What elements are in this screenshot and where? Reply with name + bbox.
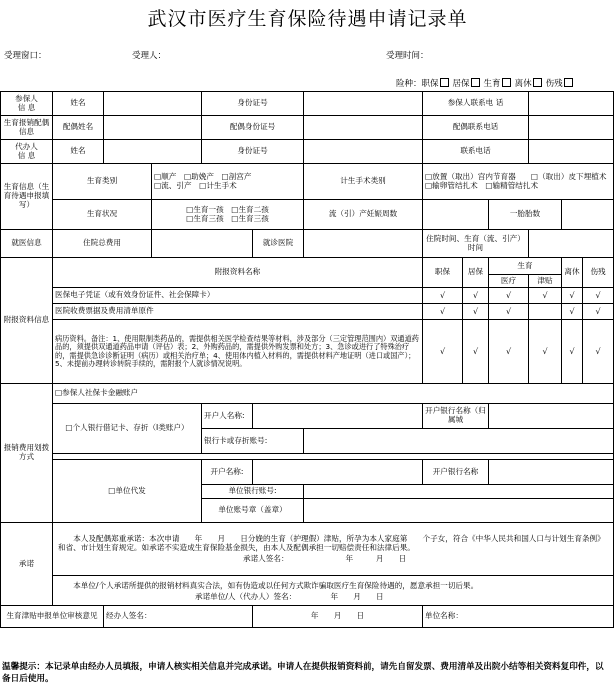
- plan-surgery-options[interactable]: □放置（取出）宫内节育器 □（取出）皮下埋植术 □输卵管结扎术 □输精管结扎术: [423, 164, 614, 200]
- mark-1-lixiu: √: [562, 288, 583, 304]
- col-jintie: 津贴: [529, 275, 562, 288]
- material-item-2: 医院收费票据及费用清单原件: [53, 304, 423, 320]
- materials-name-header: 附报资料名称: [53, 258, 423, 288]
- unit-holder-field[interactable]: [253, 460, 423, 485]
- spouse-name-field[interactable]: [104, 116, 202, 140]
- insurance-option-shengyu[interactable]: 生育: [483, 79, 501, 89]
- header-time: 受理时间：: [386, 51, 429, 61]
- unit-bank-no-label: 单位银行账号:: [202, 485, 304, 499]
- fetus-field[interactable]: [562, 200, 614, 230]
- mark-3-shangcan: √: [583, 320, 614, 384]
- birth-status-label: 生育状况: [53, 200, 152, 230]
- agent-name-label: 姓名: [53, 140, 104, 164]
- col-yiliao: 医疗: [489, 275, 529, 288]
- mark-3-yiliao: √: [489, 320, 529, 384]
- spouse-id-label: 配偶身份证号: [202, 116, 304, 140]
- mark-2-zhibao: √: [423, 304, 463, 320]
- audit-label: 生育津贴申报单位审核意见: [1, 606, 104, 628]
- mark-2-lixiu: √: [562, 304, 583, 320]
- account-section-label: 报销费用划拨方式: [1, 384, 53, 523]
- unit-account-option[interactable]: □单位代发: [53, 460, 202, 523]
- agent-id-field[interactable]: [304, 140, 423, 164]
- mark-3-lixiu: √: [562, 320, 583, 384]
- tip-note: 温馨提示：本记录单由经办人员填报，申请人核实相关信息并完成承诺。申请人在提供报销资料前，请先自留发票、费用清单及出院小结等相关资料复印件，以备日后使用。: [2, 662, 604, 685]
- col-shengyu: 生育: [489, 258, 562, 275]
- promise-sign-2[interactable]: 承诺单位/人（代办人）签名： 年 月 日: [195, 591, 384, 601]
- dates-field[interactable]: [529, 230, 614, 258]
- agent-section-label: 代办人 信 息: [1, 140, 53, 164]
- unit-bank-name-label: 开户银行名称: [423, 460, 489, 485]
- spouse-phone-label: 配偶联系电话: [423, 116, 529, 140]
- birth-type-options[interactable]: □顺产 □助娩产 □剖宫产 □流、引产 □计生手术: [152, 164, 304, 200]
- col-lixiu: 离休: [562, 258, 583, 288]
- checkbox-jubao[interactable]: [471, 78, 480, 87]
- checkbox-lixiu[interactable]: [533, 78, 542, 87]
- col-shangcan: 伤残: [583, 258, 614, 288]
- insurance-type-row: [396, 77, 577, 89]
- birth-section-label: 生育信息（生育待遇申报填写）: [1, 164, 53, 230]
- spouse-name-label: 配偶姓名: [53, 116, 104, 140]
- insurance-option-zhibao[interactable]: 职保: [421, 79, 439, 89]
- agent-name-field[interactable]: [104, 140, 202, 164]
- personal-account-option[interactable]: □个人银行借记卡、存折（I类账户）: [53, 404, 202, 454]
- insured-name-label: 姓名: [53, 92, 104, 116]
- mark-1-yiliao: √: [489, 288, 529, 304]
- fetus-label: 一胎胎数: [489, 200, 562, 230]
- birth-status-options[interactable]: □生育一孩 □生育二孩 □生育三孩 □生育三孩: [152, 200, 304, 230]
- promise-text-2: 本单位/个人承诺所提供的报销材料真实合法，如有伪造或以任何方式欺诈骗取医疗生育保险待遇的，愿意承担一切后果。: [73, 580, 479, 590]
- spouse-phone-field[interactable]: [529, 116, 614, 140]
- insurance-label: 险种：: [396, 79, 422, 89]
- total-cost-label: 住院总费用: [53, 230, 152, 258]
- mark-2-jubao: √: [463, 304, 489, 320]
- material-item-1: 医保电子凭证（或有效身份证件、社会保障卡）: [53, 288, 423, 304]
- mark-1-jintie: √: [529, 288, 562, 304]
- col-zhibao: 职保: [423, 258, 463, 288]
- header-acceptor: 受理人：: [132, 51, 167, 61]
- mark-1-jubao: √: [463, 288, 489, 304]
- checkbox-zhibao[interactable]: [440, 78, 449, 87]
- audit-date[interactable]: 年 月 日: [253, 606, 423, 628]
- material-item-3: 病历资料。备注：1、使用限制类药品的，需提供相关医学检查结果等材料，涉及部分（三定管理范围内）双通道药品的，须提供双通道药品申请（评估）表；2、外购药品的，需提供外购发票和处方；3、急诊或进行了特殊治疗的，需提供急诊诊断证明（病历）或相关治疗单；4、使用体内植入材料的，需提供材料产地证明（进口或国产）；5、未提前办理转诊转院手续的，需附报个人就诊情况说明。: [53, 320, 423, 384]
- unit-account-label: 单位账号章（盖章）: [202, 499, 304, 523]
- weeks-label: 流（引）产妊娠周数: [304, 200, 423, 230]
- hospital-field[interactable]: [304, 230, 423, 258]
- mark-2-yiliao: √: [489, 304, 529, 320]
- card-no-label: 银行卡或存折账号:: [202, 429, 304, 454]
- dates-label: 住院时间、生育（流、引产）时间: [423, 230, 529, 258]
- promise-text-1: 本人及配偶郑重承诺：本次申请 年 月 日分娩的生育（护理假）津贴，所孕为本人家庭第 个子女，符合《中华人民共和国人口与计划生育条例》和省、市计划生育规定。如承诺不实造成生育保险基金损失，由本人及配偶承担一切赔偿责任和法律后果。: [58, 533, 605, 552]
- unit-bank-name-field[interactable]: [489, 460, 614, 485]
- mark-2-shangcan: √: [583, 304, 614, 320]
- total-cost-field[interactable]: [152, 230, 253, 258]
- unit-holder-label: 开户名称:: [202, 460, 253, 485]
- insured-phone-field[interactable]: [529, 92, 614, 116]
- insured-id-label: 身份证号: [202, 92, 304, 116]
- holder-label: 开户人名称:: [202, 404, 253, 429]
- mark-3-jintie: √: [529, 320, 562, 384]
- spouse-section-label: 生育报销配偶信息: [1, 116, 53, 140]
- unit-bank-no-field[interactable]: [304, 485, 614, 499]
- promise-section-label: 承诺: [1, 523, 53, 606]
- header-window: 受理窗口：: [4, 51, 47, 61]
- mark-3-jubao: √: [463, 320, 489, 384]
- spouse-id-field[interactable]: [304, 116, 423, 140]
- visit-section-label: 就医信息: [1, 230, 53, 258]
- page-title: 武汉市医疗生育保险待遇申请记录单: [147, 8, 468, 30]
- agent-id-label: 身份证号: [202, 140, 304, 164]
- promise-sign-1[interactable]: 承诺人签名： 年 月 日: [243, 554, 407, 564]
- insured-bank-option[interactable]: □参保人社保卡金融账户: [53, 384, 614, 404]
- birth-type-label: 生育类别: [53, 164, 152, 200]
- holder-field[interactable]: [253, 404, 423, 429]
- insurance-option-shangcan[interactable]: 伤残: [545, 79, 563, 89]
- checkbox-shangcan[interactable]: [564, 78, 573, 87]
- mark-2-jintie: [529, 304, 562, 320]
- audit-unit-name[interactable]: 单位名称：: [423, 606, 614, 628]
- checkbox-shengyu[interactable]: [502, 78, 511, 87]
- insured-phone-label: 参保人联系电 话: [423, 92, 529, 116]
- weeks-field[interactable]: [423, 200, 489, 230]
- mark-3-zhibao: √: [423, 320, 463, 384]
- unit-account-field[interactable]: [304, 499, 614, 523]
- insured-name-field[interactable]: [104, 92, 202, 116]
- bank-name-label: 开户银行名称（归属城: [423, 404, 489, 429]
- agent-phone-field[interactable]: [529, 140, 614, 164]
- plan-surgery-label: 计生手术类别: [304, 164, 423, 200]
- insurance-option-lixiu[interactable]: 离休: [514, 79, 532, 89]
- insurance-option-jubao[interactable]: 居保: [452, 79, 470, 89]
- card-no-field[interactable]: [304, 429, 614, 454]
- materials-section-label: 附报资料信息: [1, 258, 53, 384]
- col-jubao: 居保: [463, 258, 489, 288]
- insured-id-field[interactable]: [304, 92, 423, 116]
- insured-section-label: 参保人 信 息: [1, 92, 53, 116]
- form-table: [0, 91, 614, 628]
- agent-phone-label: 联系电话: [423, 140, 529, 164]
- bank-name-field[interactable]: [489, 404, 614, 429]
- hospital-label: 就诊医院: [253, 230, 304, 258]
- mark-1-shangcan: √: [583, 288, 614, 304]
- mark-1-zhibao: √: [423, 288, 463, 304]
- audit-agent-sign[interactable]: 经办人签名：: [104, 606, 253, 628]
